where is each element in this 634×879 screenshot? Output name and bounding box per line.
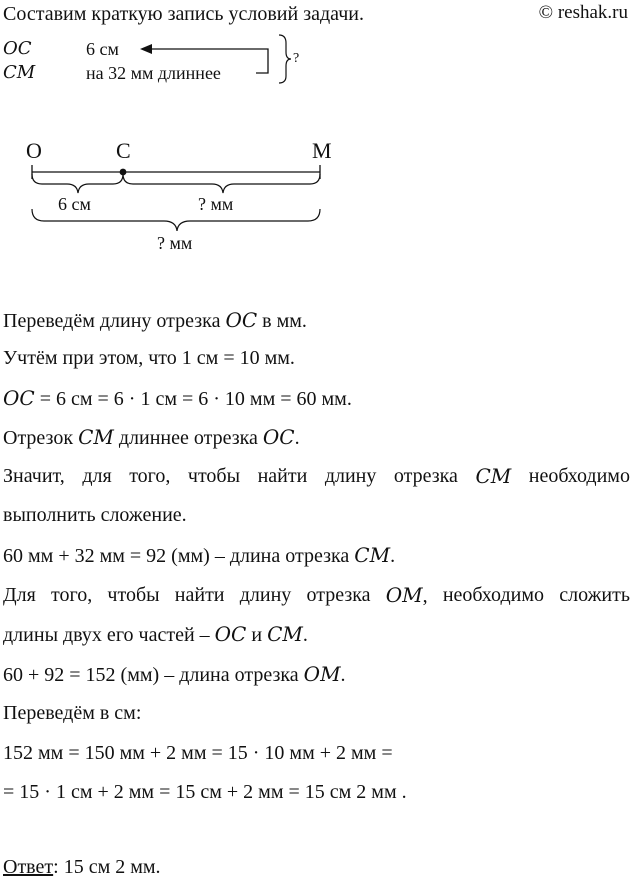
math-oc: OC — [225, 308, 258, 332]
math-cm: CM — [78, 425, 114, 449]
solution-line-8: Для того, чтобы найти длину отрезка OM, необходимо сложить — [3, 583, 630, 607]
solution-line-11: Переведём в см: — [3, 702, 142, 724]
short-record-cm-value: на 32 мм длиннее — [86, 63, 221, 83]
solution-line-3: OC = 6 см = 6 · 1 см = 6 · 10 мм = 60 мм. — [3, 386, 352, 410]
math-cm: CM — [267, 622, 303, 646]
solution-line-10: 60 + 92 = 152 (мм) – длина отрезка OM. — [3, 662, 346, 686]
solution-line-7: 60 мм + 32 мм = 92 (мм) – длина отрезка CM. — [3, 543, 396, 567]
comparison-arrowhead — [140, 44, 152, 54]
brace-oc — [32, 174, 123, 193]
math-cm: CM — [354, 543, 391, 567]
solution-line-4: Отрезок CM длиннее отрезка OC. — [3, 425, 300, 449]
diagram-label-m: M — [312, 138, 332, 163]
short-record-cm-label: CM — [3, 62, 36, 83]
solution-line-13: = 15 · 1 см + 2 мм = 15 см + 2 мм = 15 см 2 мм . — [3, 781, 407, 803]
solution-line-6: выполнить сложение. — [3, 504, 187, 526]
solution-line-12: 152 мм = 150 мм + 2 мм = 15 · 10 мм + 2 мм = — [3, 742, 393, 764]
answer-label: Ответ — [3, 856, 54, 878]
short-record-oc-label: OC — [3, 38, 32, 59]
task-heading: Составим краткую запись условий задачи. — [3, 3, 364, 25]
solution-line-5: Значит, для того, чтобы найти длину отрезка CM необходимо — [3, 464, 630, 488]
math-oc: OC — [214, 622, 247, 646]
answer-line — [3, 855, 630, 879]
answer-value: : 15 см 2 мм. — [53, 856, 161, 878]
math-oc: OC — [262, 425, 295, 449]
math-oc: OC — [3, 386, 35, 410]
math-om: OM — [385, 583, 423, 607]
short-record-brace — [279, 35, 291, 83]
diagram-label-o: O — [26, 138, 42, 163]
solution-line-2: Учтём при этом, что 1 см = 10 мм. — [3, 347, 295, 369]
brace-cm — [123, 174, 320, 193]
solution-line-9: длины двух его частей – OC и CM. — [3, 622, 308, 646]
watermark-text: © reshak.ru — [538, 2, 628, 23]
math-cm: CM — [475, 464, 512, 488]
short-record-oc-value: 6 см — [86, 39, 119, 59]
solution-line-1: Переведём длину отрезка OC в мм. — [3, 308, 307, 332]
comparison-arrow-line — [148, 49, 268, 73]
diagram-oc-length: 6 см — [58, 194, 91, 214]
diagram-label-c: C — [116, 138, 131, 163]
diagram-cm-length: ? мм — [198, 194, 234, 214]
short-record-question: ? — [293, 51, 300, 66]
diagram-om-length: ? мм — [157, 233, 193, 253]
math-om: OM — [303, 662, 341, 686]
